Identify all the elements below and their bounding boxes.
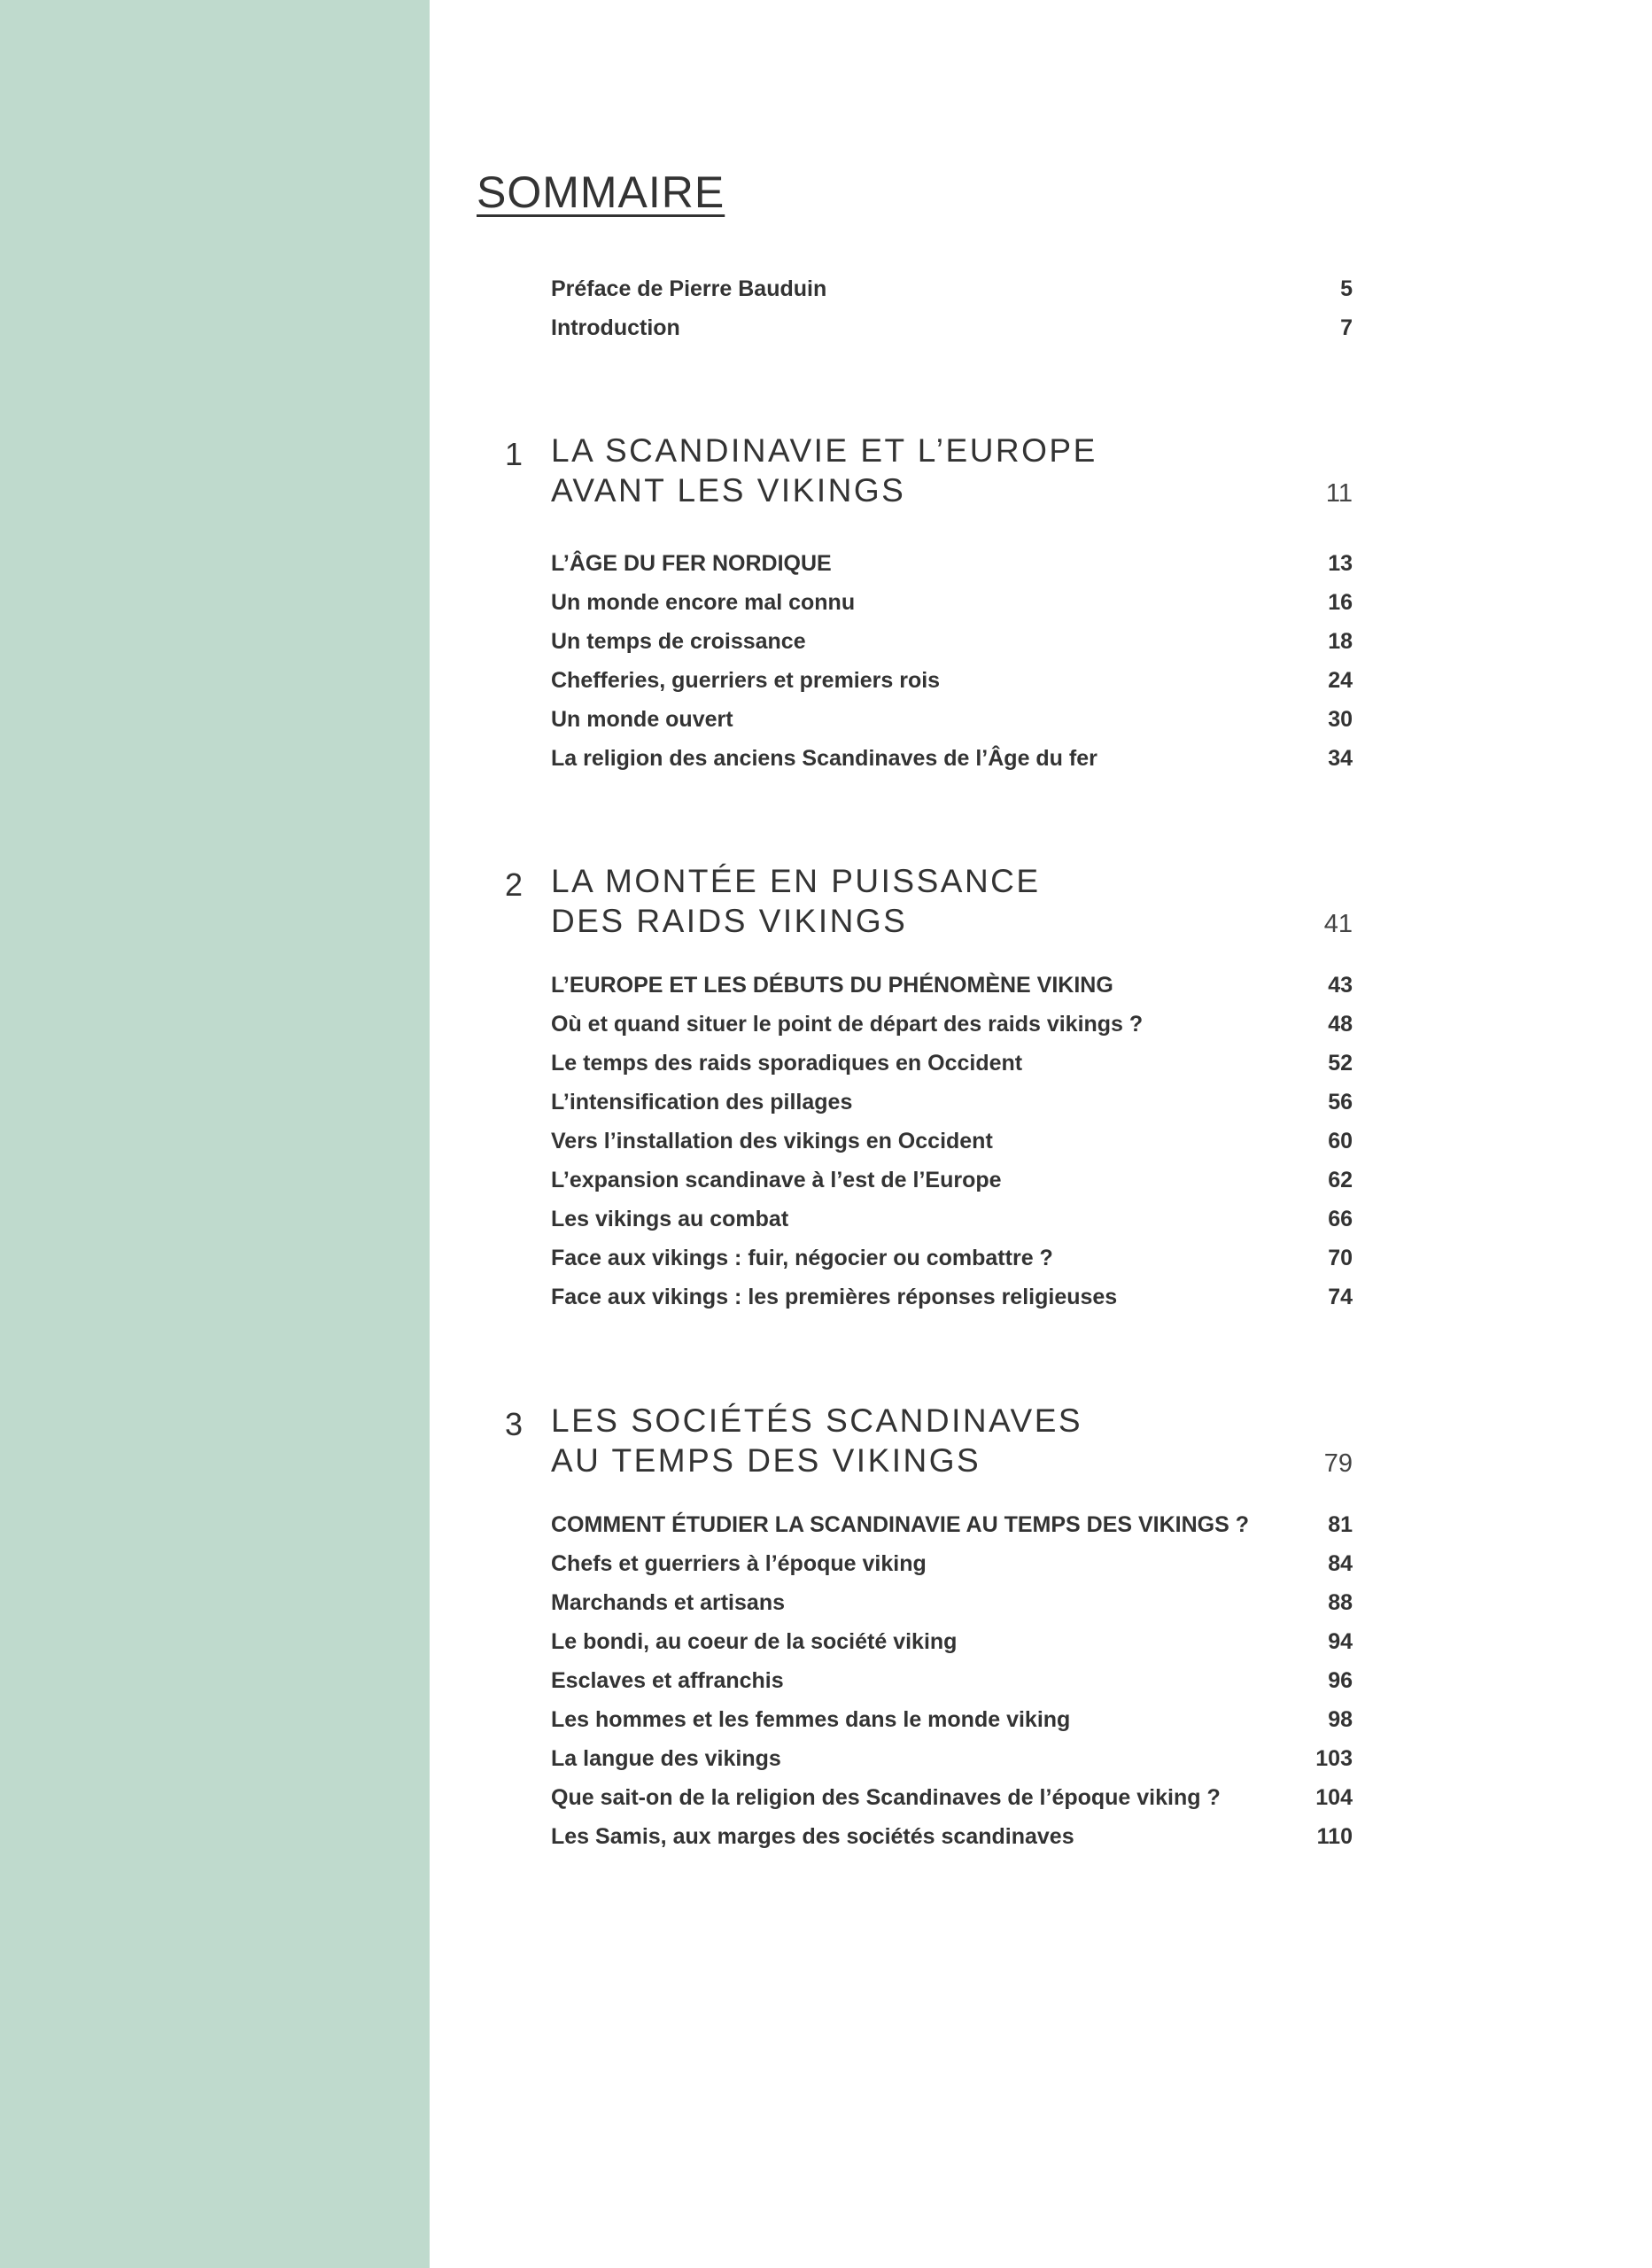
toc-entry-page: 43 [1328, 972, 1353, 998]
toc-entry[interactable] [551, 1045, 1353, 1081]
toc-entry-page: 56 [1328, 1089, 1353, 1115]
toc-entry-label: Le temps des raids sporadiques en Occident [551, 1050, 1023, 1076]
toc-entry-introduction[interactable] [551, 310, 1353, 346]
toc-entry-label: L’intensification des pillages [551, 1089, 853, 1115]
toc-entry[interactable] [551, 585, 1353, 620]
toc-section-label: L’ÂGE DU FER NORDIQUE [551, 550, 832, 576]
page-title: SOMMAIRE [477, 167, 725, 217]
toc-entry[interactable] [551, 624, 1353, 659]
toc-section-1[interactable] [551, 546, 1353, 581]
chapter-title-line2: AU TEMPS DES VIKINGS [551, 1442, 981, 1479]
toc-entry-label: La religion des anciens Scandinaves de l’Âge du fer [551, 745, 1097, 771]
toc-section-3[interactable] [551, 1507, 1353, 1542]
toc-entry-label: Chefs et guerriers à l’époque viking [551, 1550, 927, 1576]
toc-entry[interactable] [551, 1279, 1353, 1315]
toc-entry-label: Les hommes et les femmes dans le monde viking [551, 1706, 1071, 1732]
toc-entry-page: 18 [1328, 628, 1353, 654]
toc-entry-label: Esclaves et affranchis [551, 1667, 784, 1693]
toc-entry-page: 52 [1328, 1050, 1353, 1076]
toc-entry-label: Le bondi, au coeur de la société viking [551, 1628, 958, 1654]
chapter-heading-1[interactable] [505, 432, 1353, 521]
chapter-title-line1: LA MONTÉE EN PUISSANCE [551, 863, 1041, 899]
chapter-page: 79 [1323, 1449, 1353, 1478]
toc-entry-page: 103 [1315, 1745, 1353, 1771]
toc-entry-label: Un temps de croissance [551, 628, 806, 654]
chapter-page: 11 [1325, 479, 1353, 508]
toc-entry[interactable] [551, 702, 1353, 737]
toc-entry-preface[interactable] [551, 271, 1353, 307]
toc-entry-label: Introduction [551, 315, 680, 340]
toc-entry[interactable] [551, 1819, 1353, 1854]
toc-entry[interactable] [551, 741, 1353, 776]
toc-entry-page: 84 [1328, 1550, 1353, 1576]
toc-entry[interactable] [551, 1663, 1353, 1698]
toc-entry-label: Les vikings au combat [551, 1206, 789, 1231]
toc-entry[interactable] [551, 1240, 1353, 1276]
toc-entry[interactable] [551, 1624, 1353, 1659]
toc-entry-page: 7 [1340, 315, 1353, 340]
toc-entry-page: 96 [1328, 1667, 1353, 1693]
toc-entry-page: 94 [1328, 1628, 1353, 1654]
toc-entry[interactable] [551, 1780, 1353, 1815]
toc-entry-page: 24 [1328, 667, 1353, 693]
toc-entry-label: Préface de Pierre Bauduin [551, 276, 827, 301]
toc-section-2[interactable] [551, 967, 1353, 1003]
toc-entry[interactable] [551, 1546, 1353, 1581]
toc-entry-page: 48 [1328, 1011, 1353, 1037]
toc-entry-label: Où et quand situer le point de départ des raids vikings ? [551, 1011, 1144, 1037]
toc-entry[interactable] [551, 1741, 1353, 1776]
toc-entry-label: L’expansion scandinave à l’est de l’Europe [551, 1167, 1002, 1192]
toc-entry[interactable] [551, 1084, 1353, 1120]
toc-entry-page: 110 [1316, 1823, 1353, 1849]
toc-entry-page: 30 [1328, 706, 1353, 732]
chapter-title-line2: AVANT LES VIKINGS [551, 472, 906, 509]
toc-entry-page: 60 [1328, 1128, 1353, 1153]
toc-entry-page: 98 [1328, 1706, 1353, 1732]
toc-entry[interactable] [551, 1006, 1353, 1042]
toc-entry-page: 5 [1340, 276, 1353, 301]
toc-entry-label: Marchands et artisans [551, 1589, 785, 1615]
toc-entry-page: 13 [1328, 550, 1353, 576]
toc-entry-page: 104 [1315, 1784, 1353, 1810]
toc-entry-label: Face aux vikings : fuir, négocier ou combattre ? [551, 1245, 1053, 1270]
toc-entry-label: Un monde encore mal connu [551, 589, 856, 615]
sidebar-band [0, 0, 430, 2268]
toc-entry-label: Un monde ouvert [551, 706, 733, 732]
toc-entry[interactable] [551, 1585, 1353, 1620]
toc-section-label: L’EUROPE ET LES DÉBUTS DU PHÉNOMÈNE VIKING [551, 972, 1113, 998]
toc-entry-page: 66 [1328, 1206, 1353, 1231]
toc-entry-label: Que sait-on de la religion des Scandinaves de l’époque viking ? [551, 1784, 1221, 1810]
chapter-number: 3 [505, 1406, 524, 1442]
chapter-title-line1: LA SCANDINAVIE ET L’EUROPE [551, 432, 1097, 469]
toc-entry-page: 62 [1328, 1167, 1353, 1192]
toc-entry-label: Chefferies, guerriers et premiers rois [551, 667, 941, 693]
toc-entry[interactable] [551, 663, 1353, 698]
toc-entry-label: Vers l’installation des vikings en Occident [551, 1128, 993, 1153]
toc-entry-label: Face aux vikings : les premières réponses religieuses [551, 1284, 1118, 1309]
chapter-heading-2[interactable] [505, 863, 1353, 951]
toc-entry[interactable] [551, 1702, 1353, 1737]
toc-entry-page: 88 [1328, 1589, 1353, 1615]
toc-entry-page: 81 [1328, 1511, 1353, 1537]
toc-entry-page: 70 [1328, 1245, 1353, 1270]
chapter-number: 1 [505, 436, 524, 472]
toc-entry-page: 16 [1328, 589, 1353, 615]
chapter-page: 41 [1323, 910, 1353, 938]
toc-entry-page: 74 [1328, 1284, 1353, 1309]
toc-section-label: COMMENT ÉTUDIER LA SCANDINAVIE AU TEMPS DES VIKINGS ? [551, 1511, 1250, 1537]
toc-entry-label: La langue des vikings [551, 1745, 781, 1771]
toc-entry[interactable] [551, 1162, 1353, 1198]
toc-entry-page: 34 [1328, 745, 1353, 771]
toc-entry[interactable] [551, 1201, 1353, 1237]
toc-entry-label: Les Samis, aux marges des sociétés scandinaves [551, 1823, 1074, 1849]
chapter-title-line2: DES RAIDS VIKINGS [551, 903, 908, 939]
chapter-title-line1: LES SOCIÉTÉS SCANDINAVES [551, 1402, 1083, 1439]
toc-entry[interactable] [551, 1123, 1353, 1159]
chapter-number: 2 [505, 866, 524, 903]
chapter-heading-3[interactable] [505, 1402, 1353, 1491]
